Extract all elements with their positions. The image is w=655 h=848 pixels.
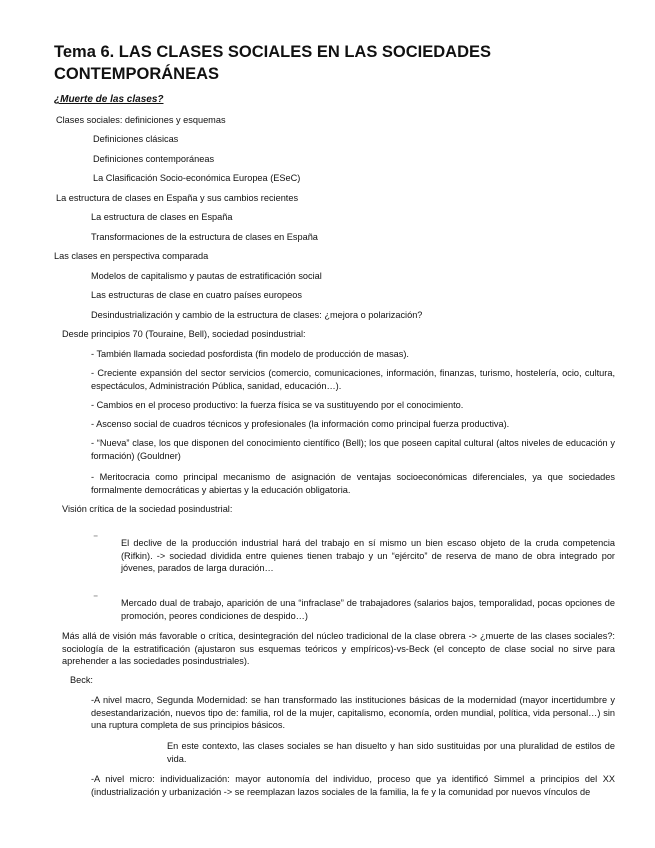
posindustrial-item: - También llamada sociedad posfordista (fin modelo de producción de masas). [91, 349, 409, 359]
outline-item: La Clasificación Socio-económica Europea (ESeC) [93, 173, 301, 183]
outline-item: La estructura de clases en España [91, 212, 233, 222]
bullet-dash: ⁻ [93, 593, 99, 604]
outline-item: Las estructuras de clase en cuatro países europeos [91, 290, 302, 300]
posindustrial-item: - Creciente expansión del sector servicios (comercio, comunicaciones, información, finanzas, turismo, hostelería, ocio, cultura, espectáculos, Administración Pública, sanidad, educación…). [91, 368, 615, 391]
critica-item: Mercado dual de trabajo, aparición de una “infraclase” de trabajadores (salarios bajos, temporalidad, pocas opciones de promoción, peores condiciones de despido…) [121, 598, 615, 621]
outline-item: Definiciones clásicas [93, 134, 179, 144]
posindustrial-item: - “Nueva” clase, los que disponen del conocimiento científico (Bell); los que poseen capital cultural (altos niveles de educación y formación) (Gouldner) [91, 438, 615, 461]
posindustrial-item: - Meritocracia como principal mecanismo de asignación de ventajas socioeconómicas diferenciales, ya que sociedades formalmente democráticas y abiertas y la educación obligatoria. [91, 472, 615, 495]
beck-heading: Beck: [70, 675, 93, 685]
outline-item: Las clases en perspectiva comparada [54, 251, 209, 261]
posindustrial-heading: Desde principios 70 (Touraine, Bell), sociedad posindustrial: [62, 329, 306, 339]
outline-item: Transformaciones de la estructura de clases en España [91, 232, 318, 242]
beck-macro-paragraph: -A nivel macro, Segunda Modernidad: se han transformado las instituciones básicas de la modernidad (mayor incertidumbre y desestandarización, nuevos tipo de: familia, rol de la mujer, capitalismo, economía, orden mundial, política, vida personal…) sin una ruptura completa de sus principios básicos. [91, 695, 615, 731]
outline-item: La estructura de clases en España y sus cambios recientes [56, 193, 299, 203]
outline-item: Modelos de capitalismo y pautas de estratificación social [91, 271, 322, 281]
posindustrial-item: - Cambios en el proceso productivo: la fuerza física se va sustituyendo por el conocimiento. [91, 400, 464, 410]
beck-micro-paragraph: -A nivel micro: individualización: mayor autonomía del individuo, proceso que ya identificó Simmel a principios del XX (industrialización y urbanización -> se reemplazan lazos sociales de la familia, la fe y la comunidad por nuevos vínculos de [91, 774, 615, 797]
bullet-dash: ⁻ [93, 533, 99, 544]
posindustrial-item: - Ascenso social de cuadros técnicos y profesionales (la información como principal fuerza productiva). [91, 419, 510, 429]
critica-heading: Visión crítica de la sociedad posindustrial: [62, 504, 233, 514]
beck-contexto-paragraph: En este contexto, las clases sociales se han disuelto y han sido sustituidas por una pluralidad de estilos de vida. [167, 741, 615, 764]
outline-item: Definiciones contemporáneas [93, 154, 215, 164]
mas-alla-paragraph: Más allá de visión más favorable o crítica, desintegración del núcleo tradicional de la clase obrera -> ¿muerte de las clases sociales?: sociología de la estratificación (ajustaron sus esquemas teóricos y empíricos)-vs-Beck (el concepto de clase social no sirve para aprehender a las sociedades posindustriales). [62, 631, 615, 667]
section-subtitle: ¿Muerte de las clases? [54, 94, 164, 105]
critica-item: El declive de la producción industrial hará del trabajo en sí mismo un bien escaso objeto de la cruda competencia (Rifkin). -> sociedad dividida entre quienes tienen trabajo y un “ejército” de reserva de mano de obra integrado por jóvenes, parados de larga duración… [121, 538, 615, 574]
outline-item: Clases sociales: definiciones y esquemas [56, 115, 226, 125]
page-title: Tema 6. LAS CLASES SOCIALES EN LAS SOCIEDADES CONTEMPORÁNEAS [54, 43, 492, 83]
outline-item: Desindustrialización y cambio de la estructura de clases: ¿mejora o polarización? [91, 310, 423, 320]
